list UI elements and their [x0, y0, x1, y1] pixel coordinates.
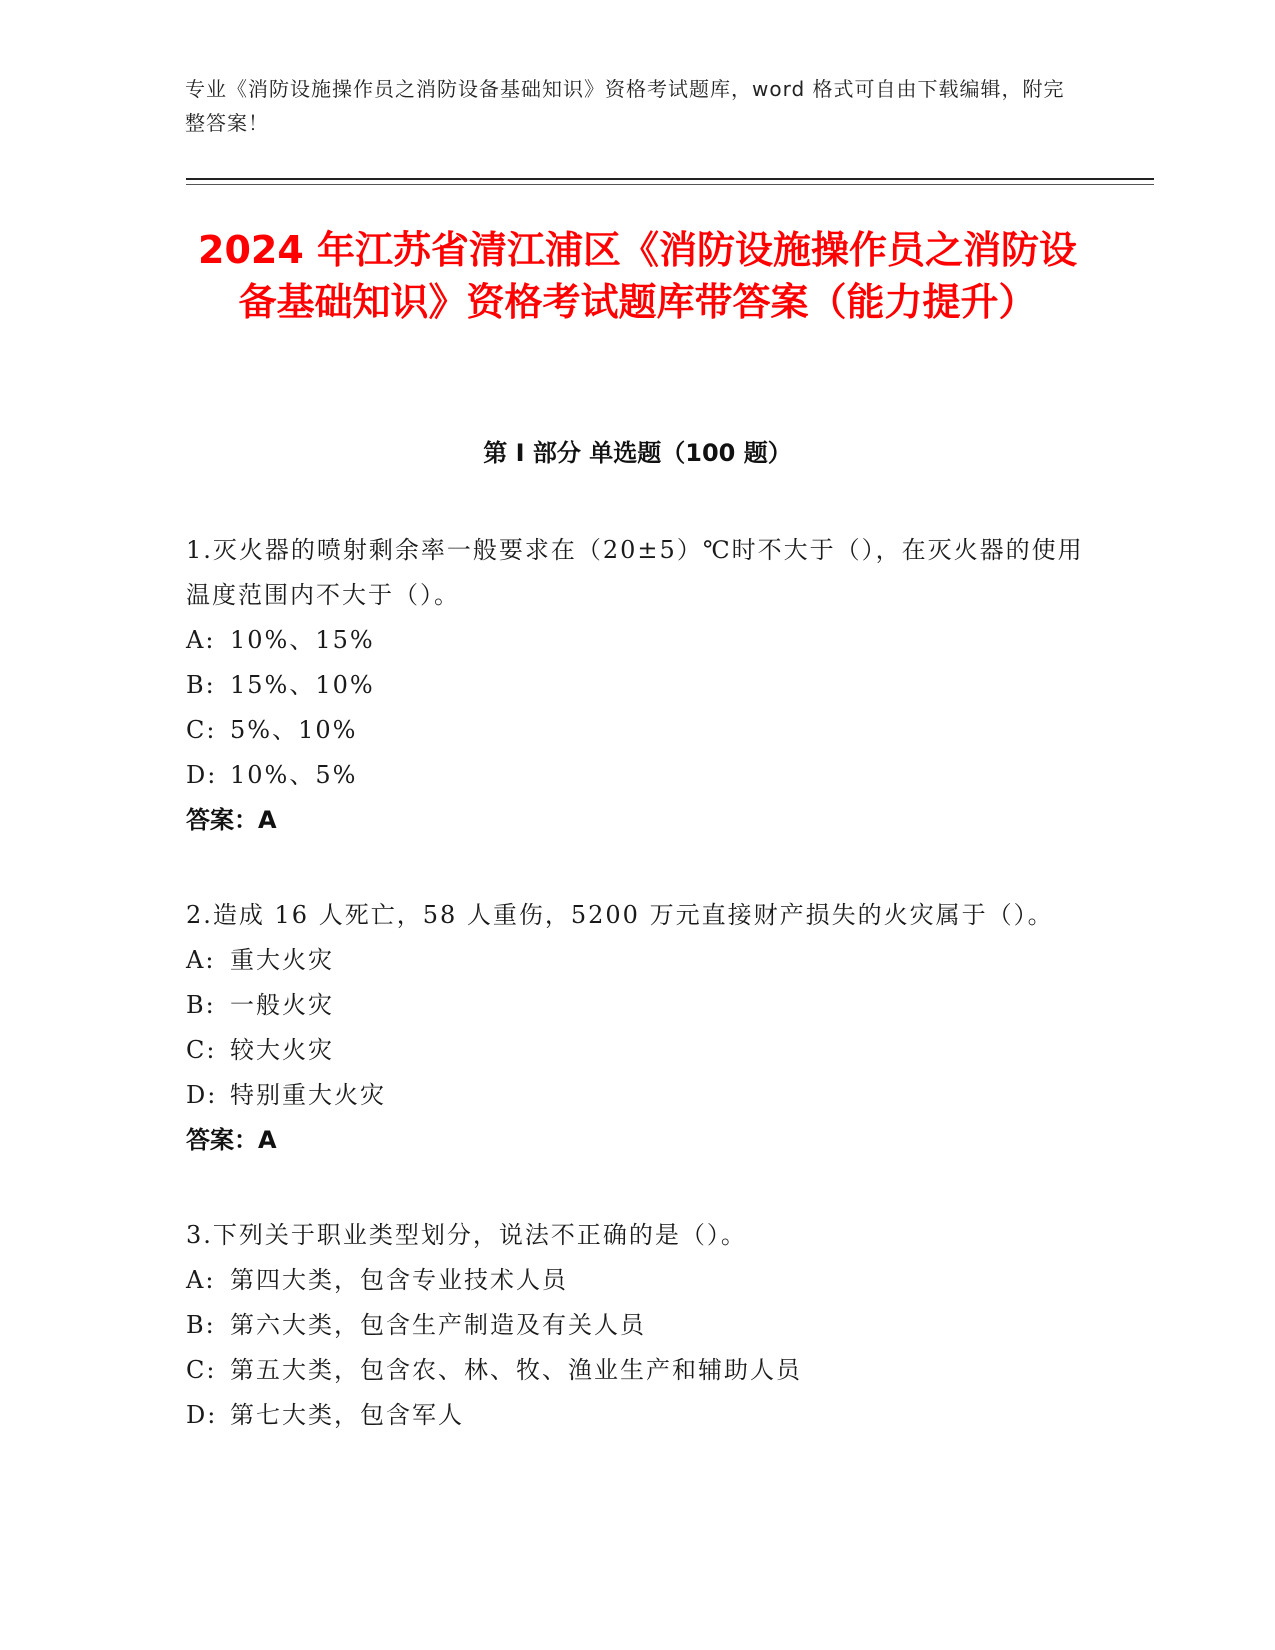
option-text: 一般火灾	[230, 991, 334, 1019]
option-text: 15%、10%	[230, 671, 375, 699]
question-option	[186, 663, 1086, 708]
option-letter: A:	[186, 1266, 216, 1294]
question-answer: 答案：A	[186, 1126, 277, 1154]
option-text: 第四大类，包含专业技术人员	[230, 1266, 568, 1294]
question-option	[186, 938, 1086, 983]
question-option	[186, 708, 1086, 753]
header-divider-thin	[186, 184, 1154, 185]
option-letter: A:	[186, 946, 216, 974]
document-title: 2024 年江苏省清江浦区《消防设施操作员之消防设备基础知识》资格考试题库带答案（能力提升）	[198, 228, 1077, 324]
question-option	[186, 1303, 1086, 1348]
question-answer: 答案：A	[186, 806, 277, 834]
question-item	[186, 1213, 1086, 1438]
question-item	[186, 893, 1086, 1163]
option-text: 第六大类，包含生产制造及有关人员	[230, 1311, 646, 1339]
option-letter: B:	[186, 671, 216, 699]
question-option	[186, 618, 1086, 663]
section-heading: 第 I 部分 单选题（100 题）	[483, 439, 792, 467]
option-letter: A:	[186, 626, 216, 654]
question-list	[186, 528, 1086, 1488]
option-text: 重大火灾	[230, 946, 334, 974]
question-option	[186, 1028, 1086, 1073]
question-option	[186, 753, 1086, 798]
question-stem: 3.下列关于职业类型划分，说法不正确的是（）。	[186, 1221, 747, 1249]
option-text: 特别重大火灾	[230, 1081, 386, 1109]
header-note: 专业《消防设施操作员之消防设备基础知识》资格考试题库，word 格式可自由下载编辑，附完整答案！	[185, 77, 1065, 135]
option-text: 第七大类，包含军人	[230, 1401, 464, 1429]
question-option	[186, 1393, 1086, 1438]
question-option	[186, 983, 1086, 1028]
option-text: 较大火灾	[230, 1036, 334, 1064]
question-stem: 1.灭火器的喷射剩余率一般要求在（20±5）℃时不大于（），在灭火器的使用温度范围内不大于（）。	[186, 536, 1084, 609]
option-text: 第五大类，包含农、林、牧、渔业生产和辅助人员	[230, 1356, 802, 1384]
question-option	[186, 1258, 1086, 1303]
option-letter: D:	[186, 761, 218, 789]
question-item	[186, 528, 1086, 843]
option-letter: B:	[186, 1311, 216, 1339]
option-text: 5%、10%	[230, 716, 358, 744]
option-text: 10%、15%	[230, 626, 375, 654]
option-text: 10%、5%	[230, 761, 358, 789]
option-letter: C:	[186, 1036, 217, 1064]
option-letter: D:	[186, 1081, 218, 1109]
question-option	[186, 1348, 1086, 1393]
option-letter: C:	[186, 1356, 217, 1384]
header-divider-thick	[186, 178, 1154, 180]
option-letter: C:	[186, 716, 217, 744]
question-option	[186, 1073, 1086, 1118]
question-stem: 2.造成 16 人死亡，58 人重伤，5200 万元直接财产损失的火灾属于（）。	[186, 901, 1054, 929]
option-letter: D:	[186, 1401, 218, 1429]
option-letter: B:	[186, 991, 216, 1019]
